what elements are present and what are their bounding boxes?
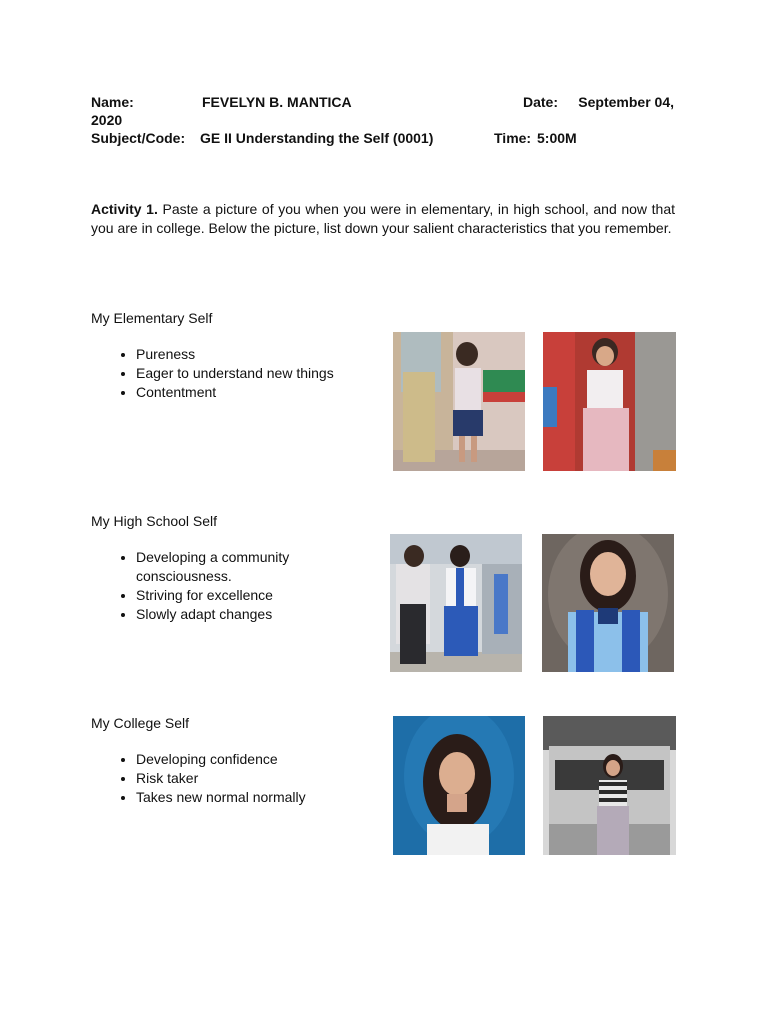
- list-item: • Risk taker: [136, 769, 376, 788]
- list-item: • Contentment: [136, 383, 376, 402]
- activity-instructions: [91, 200, 675, 237]
- college-photo-2: [543, 716, 676, 855]
- list-item: • Eager to understand new things: [136, 364, 376, 383]
- date-value: September 04,: [578, 94, 674, 110]
- date-label: Date:: [523, 94, 559, 110]
- college-traits-list: [91, 750, 376, 807]
- section-title-college: My College Self: [91, 715, 190, 731]
- list-item: • Slowly adapt changes: [136, 605, 376, 624]
- date-year: 2020: [91, 112, 123, 128]
- activity-text: Paste a picture of you when you were in elementary, in high school, and now that you are in college. Below the picture, list down your salient characteristics that you remember.: [91, 201, 676, 236]
- college-photo-1: [393, 716, 525, 855]
- high-school-traits-list: [91, 548, 376, 624]
- name-label: Name:: [91, 94, 134, 110]
- list-item: • Pureness: [136, 345, 376, 364]
- activity-label: Activity 1.: [91, 201, 158, 217]
- section-title-high-school: My High School Self: [91, 513, 218, 529]
- student-name: FEVELYN B. MANTICA: [202, 94, 352, 110]
- time-value: 5:00M: [537, 130, 577, 146]
- high-school-photo-1: [390, 534, 522, 672]
- high-school-photo-2: [542, 534, 674, 672]
- subject-label: Subject/Code:: [91, 130, 186, 146]
- list-item: • Takes new normal normally: [136, 788, 376, 807]
- list-item: • Developing a community consciousness.: [136, 548, 376, 586]
- subject-value: GE II Understanding the Self (0001): [200, 130, 434, 146]
- elementary-photo-2: [543, 332, 676, 471]
- list-item: • Striving for excellence: [136, 586, 376, 605]
- section-title-elementary: My Elementary Self: [91, 310, 213, 326]
- list-item: • Developing confidence: [136, 750, 376, 769]
- elementary-traits-list: [91, 345, 376, 402]
- elementary-photo-1: [393, 332, 525, 471]
- time-label: Time:: [494, 130, 532, 146]
